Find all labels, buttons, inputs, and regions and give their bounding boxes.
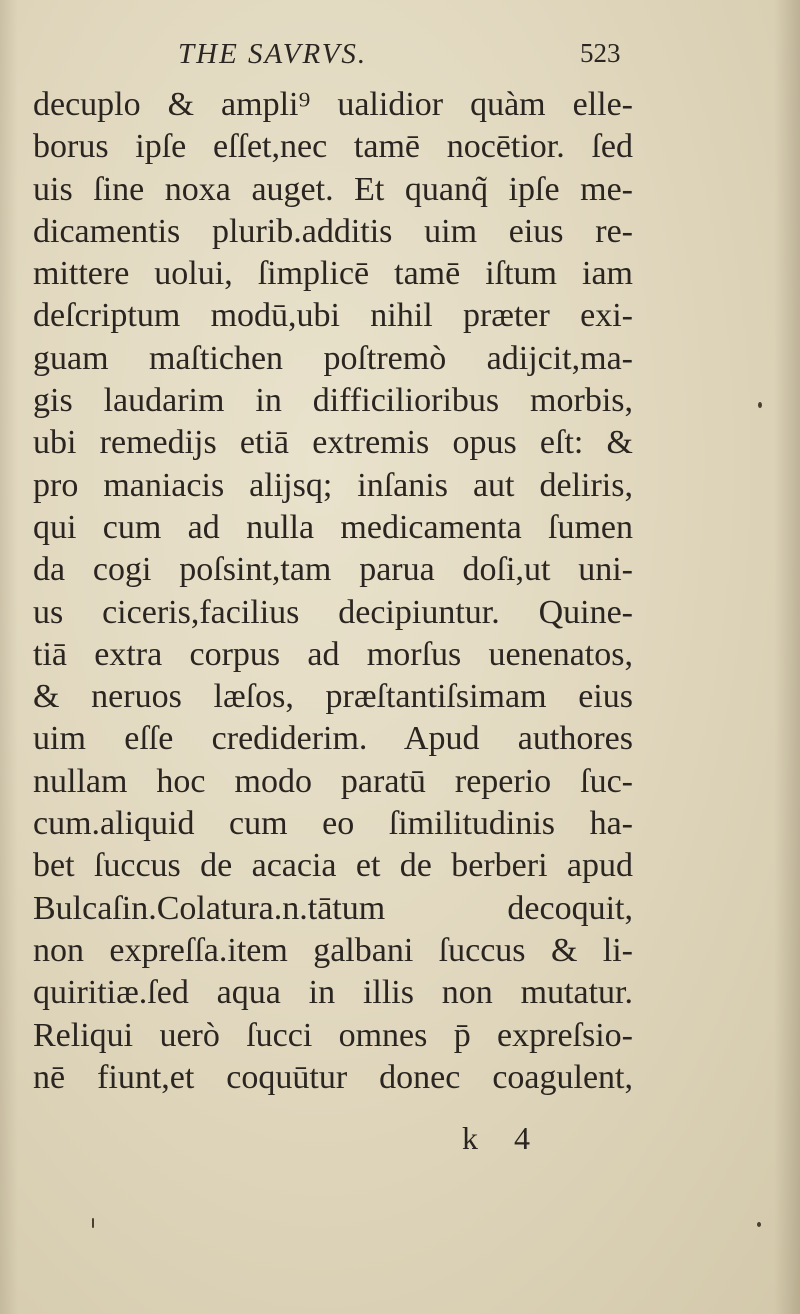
text-line: deſcriptum modū,ubi nihil præter exi- [33,297,633,335]
text-line: dicamentis plurib.additis uim eius re- [33,212,633,250]
text-line: nullam hoc modo paratū reperio ſuc- [33,762,633,800]
text-line: qui cum ad nulla medicamenta ſumen [33,508,633,546]
ink-speck [758,402,762,408]
text-line: quiritiæ.ſed aqua in illis non mutatur. [33,974,633,1012]
running-title: THE SAVRVS. [178,38,368,70]
page-edge-shadow [774,0,800,1314]
text-line: cum.aliquid cum eo ſimilitudinis ha- [33,805,633,843]
signature-mark: k 4 [462,1120,544,1156]
text-line: us ciceris,facilius decipiuntur. Quine- [33,593,633,631]
text-line: uim eſſe crediderim. Apud authores [33,720,633,758]
text-line: Reliqui uerò ſucci omnes p̄ expreſsio- [33,1016,633,1054]
text-line: guam maſtichen poſtremò adijcit,ma- [33,339,633,377]
gutter-shadow [0,0,18,1314]
text-line: Bulcaſin.Colatura.n.tātum decoquit, [33,889,633,927]
text-line: & neruos læſos, præſtantiſsimam eius [33,678,633,716]
text-line: tiā extra corpus ad morſus uenenatos, [33,635,633,673]
text-line: non expreſſa.item galbani ſuccus & li- [33,931,633,969]
page-number: 523 [580,38,621,68]
text-line: bet ſuccus de acacia et de berberi apud [33,847,633,885]
text-line: nē fiunt,et coquūtur donec coagulent, [33,1058,633,1096]
text-line: gis laudarim in difficilioribus morbis, [33,382,633,420]
text-line: decuplo & ampli⁹ ualidior quàm elle- [33,86,633,123]
ink-speck [92,1218,94,1228]
text-line: pro maniacis alijsq; inſanis aut deliris, [33,466,633,504]
text-line: mittere uolui, ſimplicē tamē iſtum iam [33,255,633,293]
text-line: ubi remedijs etiā extremis opus eſt: & [33,424,633,462]
text-line: da cogi poſsint,tam parua doſi,ut uni- [33,551,633,589]
ink-speck [757,1222,761,1227]
text-line: borus ipſe eſſet,nec tamē nocētior. ſed [33,128,633,166]
text-line: uis ſine noxa auget. Et quanq̃ ipſe me- [33,170,633,208]
running-head [0,38,800,78]
body-text [33,84,633,1099]
